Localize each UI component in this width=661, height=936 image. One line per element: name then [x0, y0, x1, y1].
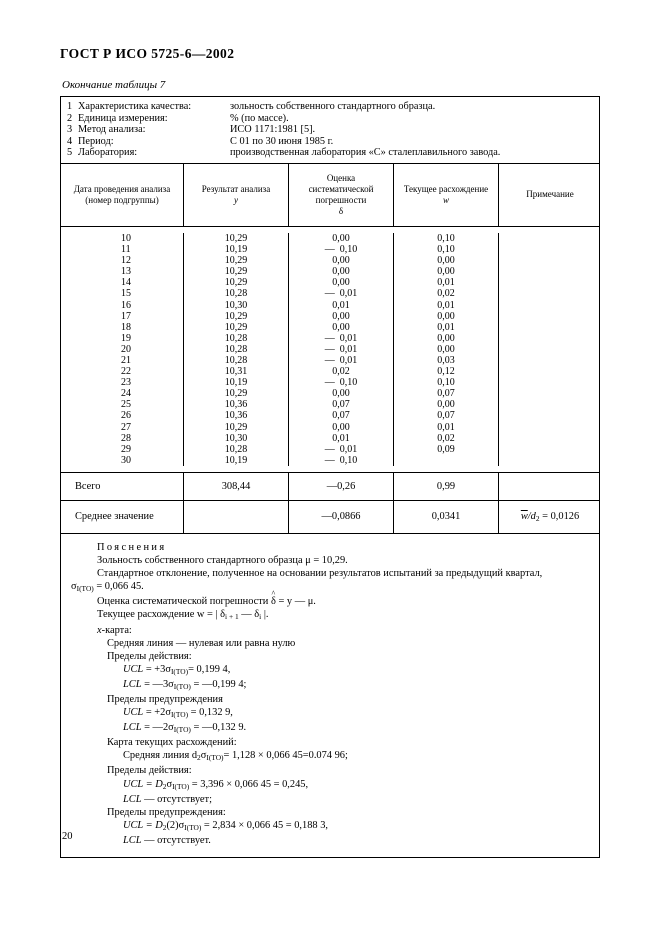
notes-w-chart-title: Карта текущих расхождений: [107, 737, 237, 749]
data-cell-bias: 0,02 [332, 366, 350, 378]
data-cell-note [499, 322, 601, 333]
data-cell-note [499, 255, 601, 266]
data-cell-note [499, 277, 601, 288]
x-lcl-warn-sub: I(ТО) [173, 725, 191, 735]
w-ucl-action-mid1: = D [143, 778, 163, 790]
info-row-label: Лаборатория: [78, 147, 138, 159]
w-formula-post: |. [261, 609, 269, 621]
mean-row-note-divisor: /d [527, 510, 536, 522]
data-cell-bias: — 0,01 [324, 343, 358, 355]
data-cell-date: 22 [121, 366, 131, 378]
column-header-bias-line3: погрешности [315, 194, 367, 205]
data-cell-range: 0,10 [437, 244, 455, 256]
x-lcl-action-mid: = —3σ [141, 678, 174, 690]
data-cell-result: 10,19 [224, 377, 248, 389]
w-ucl-warn-sigma: (2)σ [166, 819, 185, 831]
data-cell-date: 19 [121, 332, 131, 344]
notes-w-ucl-action [123, 778, 589, 793]
notes-x-center-line: Средняя линия — нулевая или равна нулю [107, 637, 296, 649]
notes-w-warn-title: Пределы предупреждения: [107, 806, 226, 818]
data-cell-date: 28 [121, 432, 131, 444]
data-cell-result: 10,19 [224, 244, 248, 256]
column-header-range-symbol: w [442, 194, 449, 205]
data-cell-bias: 0,07 [332, 410, 350, 422]
w-lcl-action-label: LCL [123, 793, 142, 805]
data-cell-result: 10,29 [224, 388, 248, 400]
data-cell-date: 24 [121, 388, 131, 400]
table-info-block [61, 97, 599, 164]
w-ucl-action-value: = 3,396 × 0,066 45 = 0,245, [189, 778, 309, 790]
notes-w-lcl-action [123, 793, 589, 806]
data-cell-result: 10,28 [224, 443, 248, 455]
info-row [61, 101, 599, 113]
info-row-number: 3 [67, 124, 73, 136]
x-lcl-action-sub: I(ТО) [173, 681, 191, 691]
mean-row-range: 0,0341 [394, 501, 499, 533]
notes-x-ucl-action [123, 663, 589, 678]
data-cell-bias: 0,00 [332, 321, 350, 333]
data-cell-result: 10,30 [224, 432, 248, 444]
x-ucl-action-label: UCL [123, 663, 144, 675]
data-column-note [499, 233, 601, 466]
w-ucl-action-label: UCL [123, 778, 144, 790]
data-cell-result: 10,29 [224, 255, 248, 267]
data-cell-note [499, 344, 601, 355]
delta-estimate-label: Оценка систематической погрешности [97, 596, 271, 608]
data-cell-range: 0,01 [437, 277, 455, 289]
data-cell-note [499, 366, 601, 377]
x-ucl-warn-value: = 0,132 9, [188, 707, 233, 719]
data-cell-date: 21 [121, 355, 131, 366]
data-cell-bias: 0,07 [332, 399, 350, 411]
data-cell-result: 10,30 [224, 299, 248, 311]
total-row-note [499, 473, 601, 500]
data-cell-date: 11 [121, 244, 131, 256]
data-cell-range: 0,00 [437, 255, 455, 267]
data-cell-bias: 0,00 [332, 310, 350, 322]
column-header-note [499, 164, 601, 226]
info-row-value: зольность собственного стандартного образца. [230, 101, 436, 112]
data-cell-bias: — 0,01 [324, 332, 358, 344]
info-row-number: 1 [67, 101, 73, 112]
data-cell-bias: 0,01 [332, 432, 350, 444]
column-header-range [394, 164, 499, 226]
info-row-label: Период: [78, 135, 114, 147]
info-row-number: 4 [67, 135, 73, 147]
data-cell-range: 0,07 [437, 388, 455, 400]
x-lcl-action-label: LCL [123, 678, 142, 690]
data-cell-note [499, 244, 601, 255]
data-cell-bias: — 0,10 [324, 454, 358, 466]
hat-accent-icon: ^ [271, 589, 276, 599]
data-cell-date: 10 [121, 232, 131, 244]
data-cell-note [499, 433, 601, 444]
data-cell-date: 25 [121, 399, 131, 411]
data-cell-result: 10,29 [224, 266, 248, 278]
data-cell-note [499, 455, 601, 466]
x-ucl-warn-label: UCL [123, 707, 144, 719]
info-row-value: ИСО 1171:1981 [5]. [230, 124, 316, 136]
info-row [61, 136, 599, 148]
info-row [61, 147, 599, 159]
column-header-date [61, 164, 184, 226]
data-cell-bias: — 0,01 [324, 288, 358, 300]
w-center-sub-sigma: I(ТО) [206, 753, 224, 763]
info-row-label: Метод анализа: [78, 124, 146, 136]
x-lcl-warn-value: = —0,132 9. [190, 722, 247, 734]
data-cell-note [499, 399, 601, 410]
notes-line-sd: Стандартное отклонение, полученное на основании результатов испытаний за предыдущий квартал, [97, 568, 543, 580]
delta-estimate-formula: = y — μ. [275, 596, 316, 608]
sigma-subscript: I(ТО) [76, 584, 94, 594]
data-cell-bias: — 0,01 [324, 443, 358, 455]
data-cell-result: 10,29 [224, 232, 248, 244]
data-cell-range: 0,01 [437, 299, 455, 311]
column-header-date-line2: (номер подгруппы) [85, 194, 159, 205]
info-row-value: С 01 по 30 июня 1985 г. [230, 135, 334, 147]
data-cell-range: 0,03 [437, 355, 455, 366]
data-cell-result: 10,29 [224, 321, 248, 333]
total-row-label: Всего [61, 473, 184, 500]
w-formula-mid: — δ [238, 609, 260, 621]
data-cell-date: 23 [121, 377, 131, 389]
data-cell-bias: 0,00 [332, 266, 350, 278]
sigma-symbol: σ [71, 581, 77, 593]
data-cell-range: 0,09 [437, 443, 455, 455]
data-cell-bias: — 0,10 [324, 244, 358, 256]
data-cell-range: 0,01 [437, 321, 455, 333]
data-cell-date: 26 [121, 410, 131, 422]
data-cell-bias: 0,00 [332, 421, 350, 433]
data-cell-result: 10,28 [224, 332, 248, 344]
notes-x-action-title: Пределы действия: [107, 650, 192, 662]
notes-x-chart-title: x-карта: [97, 624, 132, 636]
data-cell-range: 0,00 [437, 310, 455, 322]
data-cell-note [499, 410, 601, 421]
data-column-bias [289, 233, 394, 466]
data-cell-date: 17 [121, 310, 131, 322]
w-formula-sub1: i + 1 [225, 612, 239, 622]
data-cell-range: 0,10 [437, 232, 455, 244]
data-column-range [394, 233, 499, 466]
x-lcl-action-value: = —0,199 4; [190, 678, 247, 690]
data-cell-range: 0,00 [437, 399, 455, 411]
data-cell-bias: 0,00 [332, 388, 350, 400]
notes-line-mu: Зольность собственного стандартного образца μ = 10,29. [97, 555, 348, 567]
data-cell-range: 0,12 [437, 366, 455, 378]
x-ucl-action-mid: = +3σ [143, 663, 171, 675]
data-cell-date: 12 [121, 255, 131, 267]
w-center-value: = 1,128 × 0,066 45=0.074 96; [223, 750, 348, 762]
column-header-range-line1: Текущее расхождение [403, 183, 489, 194]
column-header-result [184, 164, 289, 226]
data-cell-note [499, 444, 601, 455]
w-ucl-warn-mid1: = D [143, 819, 163, 831]
data-cell-result: 10,36 [224, 399, 248, 411]
data-cell-note [499, 288, 601, 299]
data-cell-range: 0,07 [437, 410, 455, 422]
data-cell-date: 29 [121, 443, 131, 455]
x-ucl-action-sub: I(ТО) [170, 666, 189, 676]
info-row-label: Единица измерения: [78, 112, 168, 124]
info-row [61, 124, 599, 136]
mean-row-note [499, 501, 601, 533]
data-cell-date: 30 [121, 454, 131, 466]
data-cell-result: 10,36 [224, 410, 248, 422]
w-formula-pre: Текущее расхождение w = | δ [97, 609, 226, 621]
data-cell-date: 16 [121, 299, 131, 311]
notes-line-w-formula [97, 608, 589, 623]
column-header-bias-symbol: δ [338, 205, 344, 216]
info-row-label: Характеристика качества: [78, 101, 192, 112]
data-column-result [184, 233, 289, 466]
w-formula-sub2: i [259, 612, 262, 622]
document-header-title: ГОСТ Р ИСО 5725-6—2002 [60, 46, 235, 61]
column-header-bias-line1: Оценка [326, 172, 356, 183]
info-row-value: производственная лаборатория «С» сталеплавильного завода. [230, 147, 501, 159]
delta-base-symbol: δ [270, 596, 276, 608]
mean-row-result [184, 501, 289, 533]
x-ucl-action-value: = 0,199 4, [188, 663, 231, 675]
data-cell-note [499, 422, 601, 433]
notes-w-lcl-warn [123, 834, 589, 847]
notes-x-lcl-action [123, 678, 589, 693]
data-cell-result: 10,29 [224, 277, 248, 289]
data-cell-note [499, 300, 601, 311]
data-cell-date: 27 [121, 421, 131, 433]
data-cell-date: 13 [121, 266, 131, 278]
data-cell-note [499, 377, 601, 388]
data-cell-bias: 0,00 [332, 255, 350, 267]
data-cell-note [499, 266, 601, 277]
data-column-date [61, 233, 184, 466]
data-cell-result: 10,28 [224, 288, 248, 300]
data-cell-note [499, 388, 601, 399]
w-ucl-warn-sub-d: 2 [162, 822, 167, 832]
mean-row-label: Среднее значение [61, 501, 184, 533]
data-cell-range: 0,00 [437, 343, 455, 355]
notes-x-warn-title: Пределы предупреждения [107, 693, 223, 705]
data-cell-bias: 0,01 [332, 299, 350, 311]
mean-row-note-value: = 0,0126 [539, 510, 580, 522]
table-notes-block [61, 534, 599, 857]
column-header-bias [289, 164, 394, 226]
table-caption: Окончание таблицы 7 [62, 79, 166, 91]
data-cell-result: 10,19 [224, 454, 248, 466]
sigma-value: = 0,066 45. [93, 581, 144, 593]
notes-title: Пояснения [97, 541, 167, 553]
data-cell-range: 0,00 [437, 266, 455, 278]
data-cell-bias: 0,00 [332, 277, 350, 289]
total-row-bias: —0,26 [289, 473, 394, 500]
info-row-number: 5 [67, 147, 73, 159]
data-cell-bias: — 0,01 [324, 355, 358, 366]
delta-hat-symbol [270, 589, 276, 608]
data-cell-result: 10,29 [224, 310, 248, 322]
data-cell-note [499, 333, 601, 344]
notes-line-sd-cont [71, 580, 589, 595]
data-cell-date: 20 [121, 343, 131, 355]
w-ucl-action-sub-d: 2 [162, 781, 167, 791]
notes-x-lcl-warn [123, 721, 589, 736]
info-row [61, 113, 599, 125]
page-number: 20 [62, 831, 73, 842]
data-cell-range [394, 455, 498, 466]
mean-row-note-subscript: 2 [535, 513, 540, 523]
notes-w-center-line [123, 749, 589, 764]
info-row-value: % (по массе). [230, 112, 289, 124]
table-data-body [61, 227, 599, 473]
data-cell-bias: — 0,10 [324, 377, 358, 389]
column-header-result-line1: Результат анализа [201, 183, 271, 194]
data-cell-note [499, 233, 601, 244]
data-cell-date: 15 [121, 288, 131, 300]
column-header-date-line1: Дата проведения анализа [73, 183, 171, 194]
w-ucl-action-sigma: σ [166, 778, 173, 790]
x-lcl-warn-label: LCL [123, 722, 142, 734]
total-row-result: 308,44 [184, 473, 289, 500]
notes-x-ucl-warn [123, 706, 589, 721]
w-center-pre: Средняя линия d [123, 750, 198, 762]
data-cell-range: 0,01 [437, 421, 455, 433]
data-cell-result: 10,28 [224, 343, 248, 355]
table-column-headers [61, 164, 599, 227]
main-table [60, 96, 600, 858]
column-header-note-label: Примечание [526, 189, 574, 200]
w-ucl-action-sub-sigma: I(ТО) [172, 781, 190, 791]
table-total-row [61, 473, 599, 501]
w-lcl-warn-label: LCL [123, 834, 142, 846]
w-ucl-warn-label: UCL [123, 819, 144, 831]
notes-w-ucl-warn [123, 819, 589, 834]
data-cell-bias: 0,00 [332, 232, 350, 244]
data-cell-range: 0,00 [437, 332, 455, 344]
data-cell-note [499, 311, 601, 322]
w-ucl-warn-sub-sigma: I(ТО) [184, 822, 202, 832]
data-cell-range: 0,10 [437, 377, 455, 389]
w-center-sigma: σ [200, 750, 207, 762]
w-lcl-warn-value: — отсутствует. [141, 834, 211, 846]
column-header-result-symbol: y [233, 194, 238, 205]
info-row-number: 2 [67, 112, 73, 124]
notes-w-action-title: Пределы действия: [107, 765, 192, 777]
w-ucl-warn-value: = 2,834 × 0,066 45 = 0,188 3, [201, 819, 328, 831]
x-ucl-warn-mid: = +2σ [143, 707, 171, 719]
column-header-bias-line2: систематической [308, 183, 374, 194]
data-cell-result: 10,28 [224, 355, 248, 366]
data-cell-date: 18 [121, 321, 131, 333]
w-center-sub-d: 2 [197, 753, 201, 763]
mean-row-bias: —0,0866 [289, 501, 394, 533]
mean-row-note-wbar: $\overline{w}$ [520, 510, 528, 522]
data-cell-note [499, 355, 601, 366]
data-cell-result: 10,31 [224, 366, 248, 378]
x-lcl-warn-mid: = —2σ [141, 722, 174, 734]
notes-line-delta-estimate [97, 589, 589, 608]
data-cell-date: 14 [121, 277, 131, 289]
total-row-range: 0,99 [394, 473, 499, 500]
data-cell-range: 0,02 [437, 288, 455, 300]
table-mean-row [61, 501, 599, 534]
data-cell-result: 10,29 [224, 421, 248, 433]
data-cell-range: 0,02 [437, 432, 455, 444]
x-ucl-warn-sub: I(ТО) [170, 710, 189, 720]
w-lcl-action-value: — отсутствует; [141, 793, 212, 805]
